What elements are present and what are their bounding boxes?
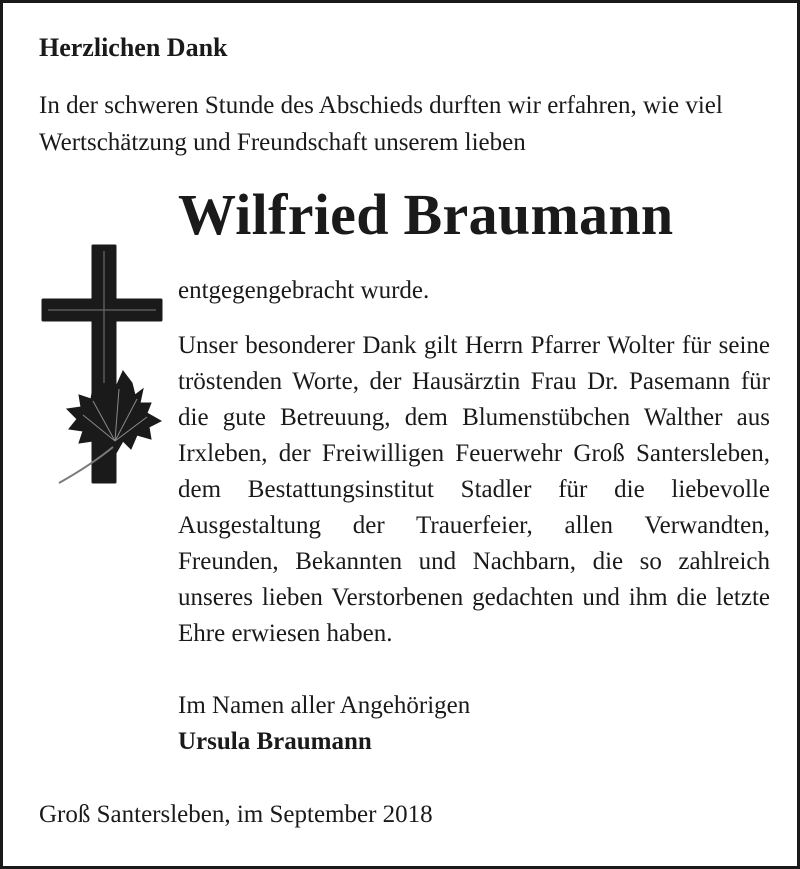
notice-heading: Herzlichen Dank bbox=[39, 33, 228, 62]
deceased-name: Wilfried Braumann bbox=[178, 182, 674, 247]
received-text: entgegengebracht wurde. bbox=[178, 277, 430, 304]
thanks-paragraph: Unser besonderer Dank gilt Herrn Pfarrer Wolter für seine tröstenden Worte, der Hausärztin Frau Dr. Pasemann für die gute Betreuung, dem Blumenstübchen Walther aus Irxleben, der Freiwilligen Feuerwehr Groß Santersleben, dem Bestattungsinstitut Stadler für die liebevolle Ausgestaltung der Trauerfeier, allen Verwandten, Freunden, Bekannten und Nachbarn, die so zahlreich unseres lieben Verstorbenen gedachten und ihm die letzte Ehre erwiesen haben. bbox=[178, 332, 770, 647]
cross-with-ivy-leaf-icon bbox=[39, 243, 165, 488]
notice-body bbox=[178, 273, 770, 760]
place-date-line: Groß Santersleben, im September 2018 bbox=[39, 801, 433, 828]
on-behalf-line: Im Namen aller Angehörigen bbox=[178, 692, 471, 719]
signer-name: Ursula Braumann bbox=[178, 728, 372, 755]
intro-text: In der schweren Stunde des Abschieds durften wir erfahren, wie viel Wertschätzung und Freundschaft unserem lieben bbox=[39, 92, 723, 156]
